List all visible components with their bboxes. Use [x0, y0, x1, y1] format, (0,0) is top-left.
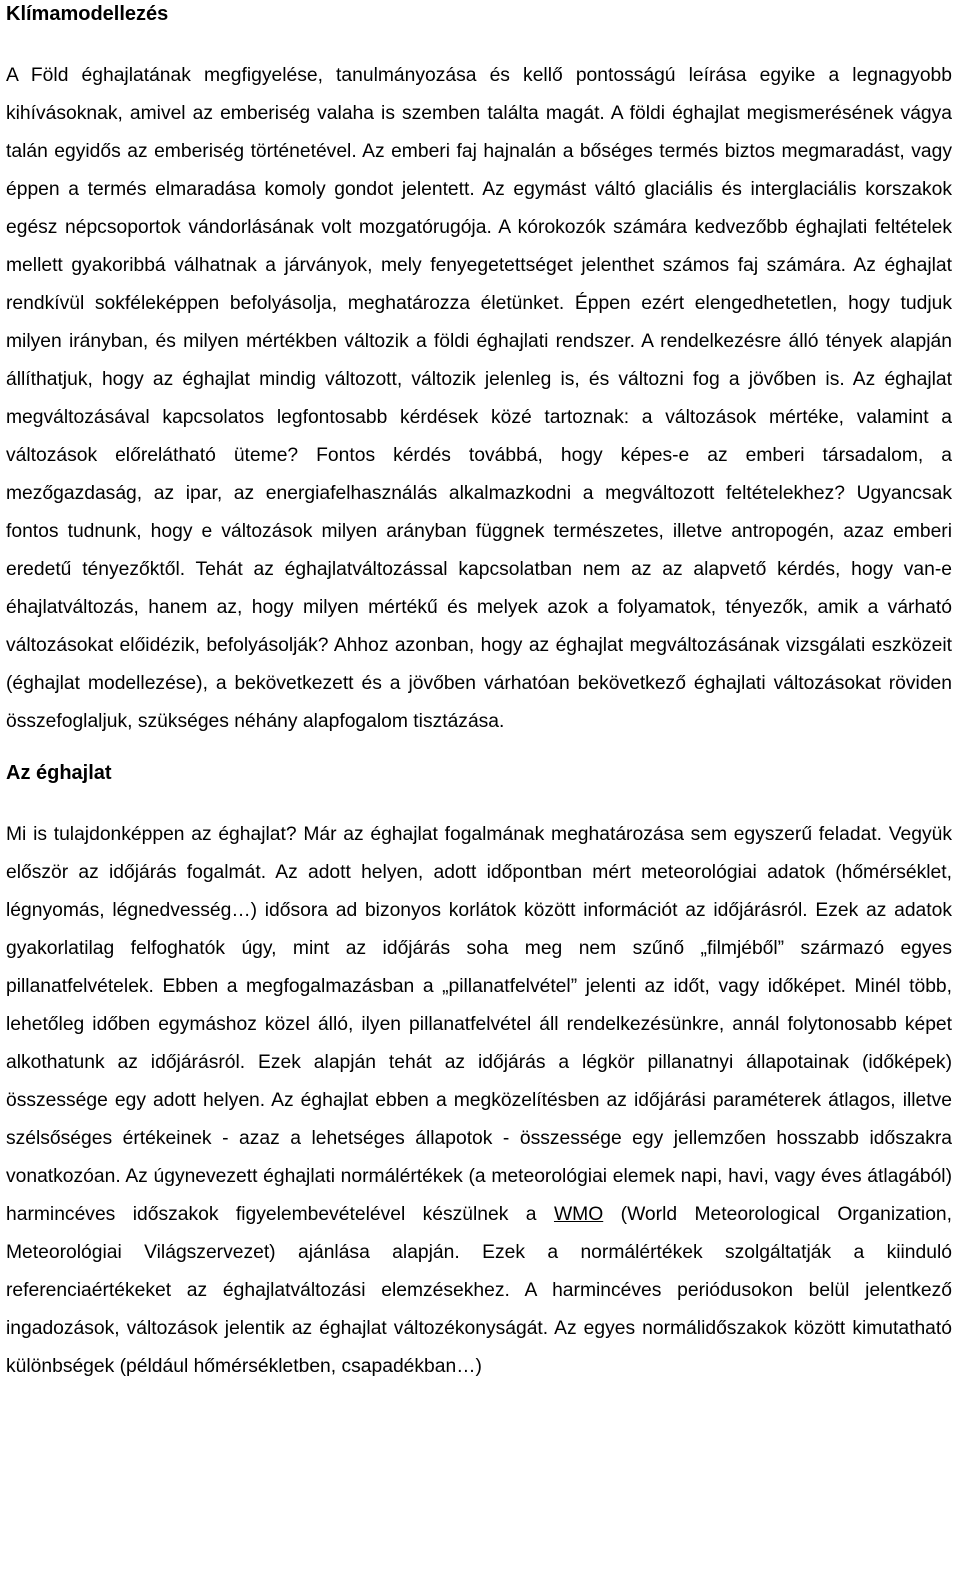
- climate-paragraph-text-before-link: Mi is tulajdonképpen az éghajlat? Már az éghajlat fogalmának meghatározása sem egyszerű feladat. Vegyük először az időjárás fogalmát. Az adott helyen, adott időpontban mért meteorológiai adatok (hőmérséklet, légnyomás, légnedvesség…) idősora ad bizonyos korlátok között információt az időjárásról. Ezek az adatok gyakorlatilag felfoghatók úgy, mint az időjárás soha meg nem szűnő „filmjéből” származó egyes pillanatfelvételek. Ebben a megfogalmazásban a „pillanatfelvétel” jelenti az időt, vagy időképet. Minél több, lehetőleg időben egymáshoz közel álló, ilyen pillanatfelvétel áll rendelkezésünkre, annál folytonosabb képet alkothatunk az időjárásról. Ezek alapján tehát az időjárás a légkör pillanatnyi állapotainak (időképek) összessége egy adott helyen. Az éghajlat ebben a megközelítésben az időjárási paraméterek átlagos, illetve szélsőséges értékeinek - azaz a lehetséges állapotok - összessége egy jellemzően hosszabb időszakra vonatkozóan. Az úgynevezett éghajlati normálértékek (a meteorológiai elemek napi, havi, vagy éves átlagából) harmincéves időszakok figyelembevételével készülnek a: [6, 824, 952, 1225]
- document-title: Klímamodellezés: [6, 3, 169, 25]
- wmo-link[interactable]: WMO: [553, 1204, 604, 1225]
- section-heading: Az éghajlat: [6, 762, 112, 784]
- climate-paragraph: [6, 816, 952, 1386]
- intro-paragraph: A Föld éghajlatának megfigyelése, tanulmányozása és kellő pontosságú leírása egyike a legnagyobb kihívásoknak, amivel az emberiség valaha is szemben találta magát. A földi éghajlat megismerésének vágya talán egyidős az emberiség történetével. Az emberi faj hajnalán a bőséges termés biztos megmaradást, vagy éppen a termés elmaradása komoly gondot jelentett. Az egymást váltó glaciális és interglaciális korszakok egész népcsoportok vándorlásának volt mozgatórugója. A kórokozók számára kedvezőbb éghajlati feltételek mellett gyakoribbá válhatnak a járványok, mely fenyegetettséget jelenthet számos faj számára. Az éghajlat rendkívül sokféleképpen befolyásolja, meghatározza életünket. Éppen ezért elengedhetetlen, hogy tudjuk milyen irányban, és milyen mértékben változik a földi éghajlati rendszer. A rendelkezésre álló tények alapján állíthatjuk, hogy az éghajlat mindig változott, változik jelenleg is, és változni fog a jövőben is. Az éghajlat megváltozásával kapcsolatos legfontosabb kérdések közé tartoznak: a változások mértéke, valamint a változások előrelátható üteme? Fontos kérdés továbbá, hogy képes-e az emberi társadalom, a mezőgazdaság, az ipar, az energiafelhasználás alkalmazkodni a megváltozott feltételekhez? Ugyancsak fontos tudnunk, hogy e változások milyen arányban függnek természetes, illetve antropogén, azaz emberi eredetű tényezőktől. Tehát az éghajlatváltozással kapcsolatban nem az az alapvető kérdés, hogy van-e éhajlatváltozás, hanem az, hogy milyen mértékű és melyek azok a folyamatok, tényezők, amik a várható változásokat előidézik, befolyásolják? Ahhoz azonban, hogy az éghajlat megváltozásának vizsgálati eszközeit (éghajlat modellezése), a bekövetkezett és a jövőben várhatóan bekövetkező éghajlati változásokat röviden összefoglaljuk, szükséges néhány alapfogalom tisztázása.: [6, 65, 952, 732]
- climate-paragraph-text-after-link: (World Meteorological Organization, Meteorológiai Világszervezet) ajánlása alapján. Ezek a normálértékek szolgáltatják a kiinduló referenciaértékeket az éghajlatváltozási elemzésekhez. A harmincéves periódusokon belül jelentkező ingadozások, változások jelentik az éghajlat változékonyságát. Az egyes normálidőszakok között kimutatható különbségek (például hőmérsékletben, csapadékban…): [6, 1204, 952, 1377]
